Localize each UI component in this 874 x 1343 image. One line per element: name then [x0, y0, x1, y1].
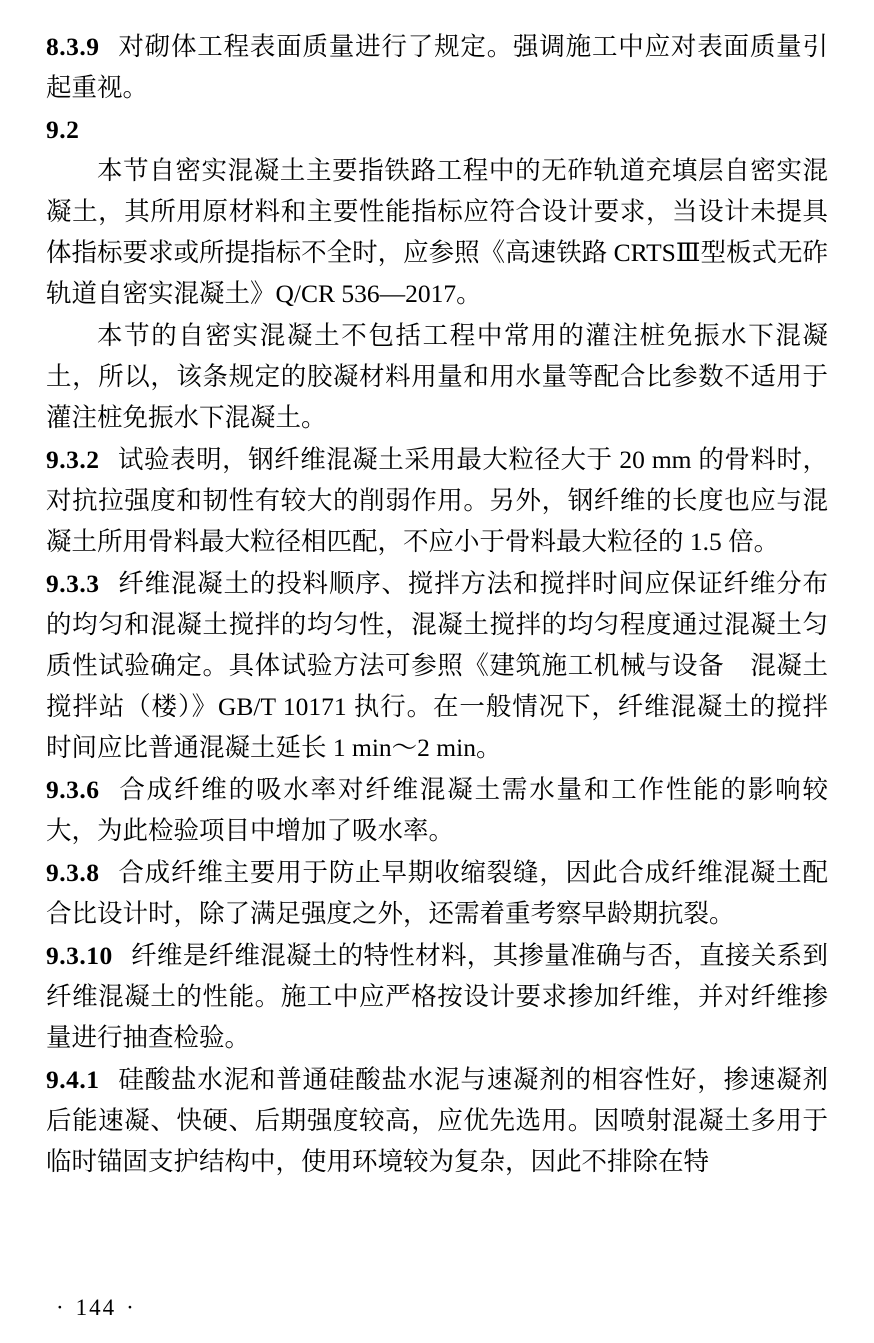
body-paragraph-9-2-2 — [46, 315, 828, 438]
page-footer — [0, 1295, 874, 1321]
clause-paragraph-9-3-3 — [46, 563, 828, 768]
clause-paragraph-9-3-10 — [46, 935, 828, 1058]
clause-paragraph-9-3-2 — [46, 439, 828, 562]
clause-number: 9.2 — [46, 115, 80, 144]
clause-number: 9.4.1 — [46, 1065, 100, 1094]
clause-paragraph-9-3-6 — [46, 769, 828, 851]
paragraph-text: 本节自密实混凝土主要指铁路工程中的无砟轨道充填层自密实混凝土，其所用原材料和主要性能指标应符合设计要求，当设计未提具体指标要求或所提指标不全时，应参照《高速铁路 CRTSⅢ型板式无砟轨道自密实混凝土》Q/CR 536—2017。 — [46, 156, 828, 308]
clause-text: 合成纤维的吸水率对纤维混凝土需水量和工作性能的影响较大，为此检验项目中增加了吸水率。 — [46, 775, 828, 845]
clause-heading-9-2 — [46, 109, 828, 150]
clause-text: 合成纤维主要用于防止早期收缩裂缝，因此合成纤维混凝土配合比设计时，除了满足强度之外，还需着重考察早龄期抗裂。 — [46, 858, 828, 928]
footer-dot-left: · — [56, 1295, 66, 1320]
clause-number: 9.3.6 — [46, 775, 100, 804]
clause-number: 9.3.8 — [46, 858, 100, 887]
body-paragraph-9-2-1 — [46, 150, 828, 314]
clause-text: 试验表明，钢纤维混凝土采用最大粒径大于 20 mm 的骨料时，对抗拉强度和韧性有较大的削弱作用。另外，钢纤维的长度也应与混凝土所用骨料最大粒径相匹配，不应小于骨料最大粒径的 1.5 倍。 — [46, 445, 828, 556]
clause-paragraph-9-4-1 — [46, 1059, 828, 1182]
clause-paragraph-8-3-9 — [46, 26, 828, 108]
clause-number: 9.3.3 — [46, 569, 100, 598]
clause-paragraph-9-3-8 — [46, 852, 828, 934]
clause-text: 纤维是纤维混凝土的特性材料，其掺量准确与否，直接关系到纤维混凝土的性能。施工中应严格按设计要求掺加纤维，并对纤维掺量进行抽查检验。 — [46, 941, 828, 1052]
footer-dot-right: · — [126, 1295, 136, 1320]
clause-text: 对砌体工程表面质量进行了规定。强调施工中应对表面质量引起重视。 — [46, 32, 828, 102]
clause-text: 硅酸盐水泥和普通硅酸盐水泥与速凝剂的相容性好，掺速凝剂后能速凝、快硬、后期强度较高，应优先选用。因喷射混凝土多用于临时锚固支护结构中，使用环境较为复杂，因此不排除在特 — [46, 1065, 828, 1176]
clause-number: 9.3.10 — [46, 941, 113, 970]
clause-text: 纤维混凝土的投料顺序、搅拌方法和搅拌时间应保证纤维分布的均匀和混凝土搅拌的均匀性，混凝土搅拌的均匀程度通过混凝土匀质性试验确定。具体试验方法可参照《建筑施工机械与设备 混凝土搅拌站（楼）》GB/T 10171 执行。在一般情况下，纤维混凝土的搅拌时间应比普通混凝土延长 1 min～2 min。 — [46, 569, 828, 762]
paragraph-text: 本节的自密实混凝土不包括工程中常用的灌注桩免振水下混凝土，所以，该条规定的胶凝材料用量和用水量等配合比参数不适用于灌注桩免振水下混凝土。 — [46, 321, 828, 432]
page-number: 144 — [75, 1295, 117, 1320]
clause-number: 9.3.2 — [46, 445, 100, 474]
clause-number: 8.3.9 — [46, 32, 100, 61]
